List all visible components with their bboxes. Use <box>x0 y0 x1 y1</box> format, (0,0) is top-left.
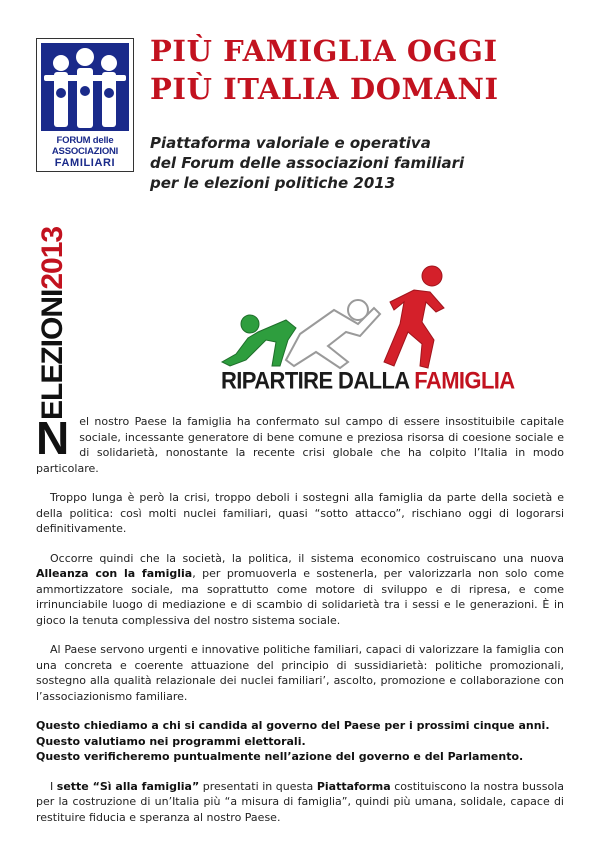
family-figures-icon <box>39 41 131 133</box>
side-label-year: 2013 <box>36 226 69 290</box>
drop-cap: N <box>36 412 70 464</box>
commitment-line-2: Questo valutiamo nei programmi elettorali. <box>36 734 306 748</box>
body-text <box>36 414 564 839</box>
title-line-1: PIÙ FAMIGLIA OGGI <box>150 34 498 68</box>
title-line-2: PIÙ ITALIA DOMANI <box>150 72 499 106</box>
logo-line-3: FAMILIARI <box>54 157 116 169</box>
p3-text-b: , per promuoverla e sostenerla, per valorizzarla non solo come ammortizzatore sociale, ma soprattutto come motore di sviluppo e di ripresa, e come irrinunciabile luogo di mediazione e di scambio di solidarietà tra i sessi e le generazioni. È in gioco la tenuta complessiva del nostro sistema sociale. <box>36 567 564 627</box>
green-runner-icon <box>222 315 296 366</box>
caption-part-a: RIPARTIRE DALLA <box>221 366 415 394</box>
p3-bold: Alleanza con la famiglia <box>36 567 193 580</box>
subtitle-line-3: per le elezioni politiche 2013 <box>150 174 396 192</box>
paragraph-2: Troppo lunga è però la crisi, troppo deboli i sostegni alla famiglia da parte della società e della politica: così molti nuclei familiari, quasi “sotto attacco”, rischiano oggi di logorarsi definitivamente. <box>36 491 564 535</box>
paragraph-1 <box>36 414 564 476</box>
commitment-line-3: Questo verificheremo puntualmente nell’azione del governo e del Parlamento. <box>36 750 524 763</box>
p5-bold-2: Piattaforma <box>316 779 391 793</box>
caption-part-b: FAMIGLIA <box>414 366 515 394</box>
elezioni-2013-side-label <box>36 227 70 420</box>
paragraph-3 <box>36 551 564 629</box>
paragraph-5 <box>36 779 564 826</box>
commitment-line-1: Questo chiediamo a chi si candida al governo del Paese per i prossimi cinque anni. <box>36 719 550 732</box>
commitment-block <box>36 718 564 765</box>
subtitle-line-2: del Forum delle associazioni familiari <box>150 154 465 172</box>
side-label-text: ELEZIONI <box>36 289 69 420</box>
logo-line-1: FORUM delle <box>56 135 114 146</box>
logo-line-2: ASSOCIAZIONI <box>51 146 119 157</box>
subtitle-line-1: Piattaforma valoriale e operativa <box>150 134 431 152</box>
red-runner-icon <box>384 266 444 368</box>
p5-text-a: I <box>50 779 57 793</box>
runners-illustration <box>208 262 448 370</box>
p3-text-a: Occorre quindi che la società, la politica, il sistema economico costruiscano una nuova <box>50 551 564 565</box>
forum-logo <box>36 38 134 172</box>
p5-text-c: costituiscono la nostra bussola per la costruzione di un’Italia più “a misura di famiglia”, quindi più umana, solidale, capace di restituire fiducia e speranza al nostro Paese. <box>36 779 564 824</box>
ripartire-caption <box>221 367 515 395</box>
white-runner-icon <box>286 300 380 368</box>
paragraph-1-text: el nostro Paese la famiglia ha confermato sul campo di essere insostituibile capitale sociale, incessante generatore di bene comune e preziosa risorsa di coesione sociale e di solidarietà, nonostante la recente crisi globale che ha colpito l’Italia in modo particolare. <box>36 415 564 475</box>
p5-text-b: presentati in questa <box>199 779 317 793</box>
paragraph-4: Al Paese servono urgenti e innovative politiche familiari, capaci di valorizzare la famiglia con una concreta e coerente attuazione del principio di sussidiarietà: politiche promozionali, sostegno alla qualità relazionale dei nuclei familiari’, ascolto, promozione e collaborazione con l’associazionismo familiare. <box>36 643 564 703</box>
p5-bold-1: sette “Sì alla famiglia” <box>56 779 200 793</box>
